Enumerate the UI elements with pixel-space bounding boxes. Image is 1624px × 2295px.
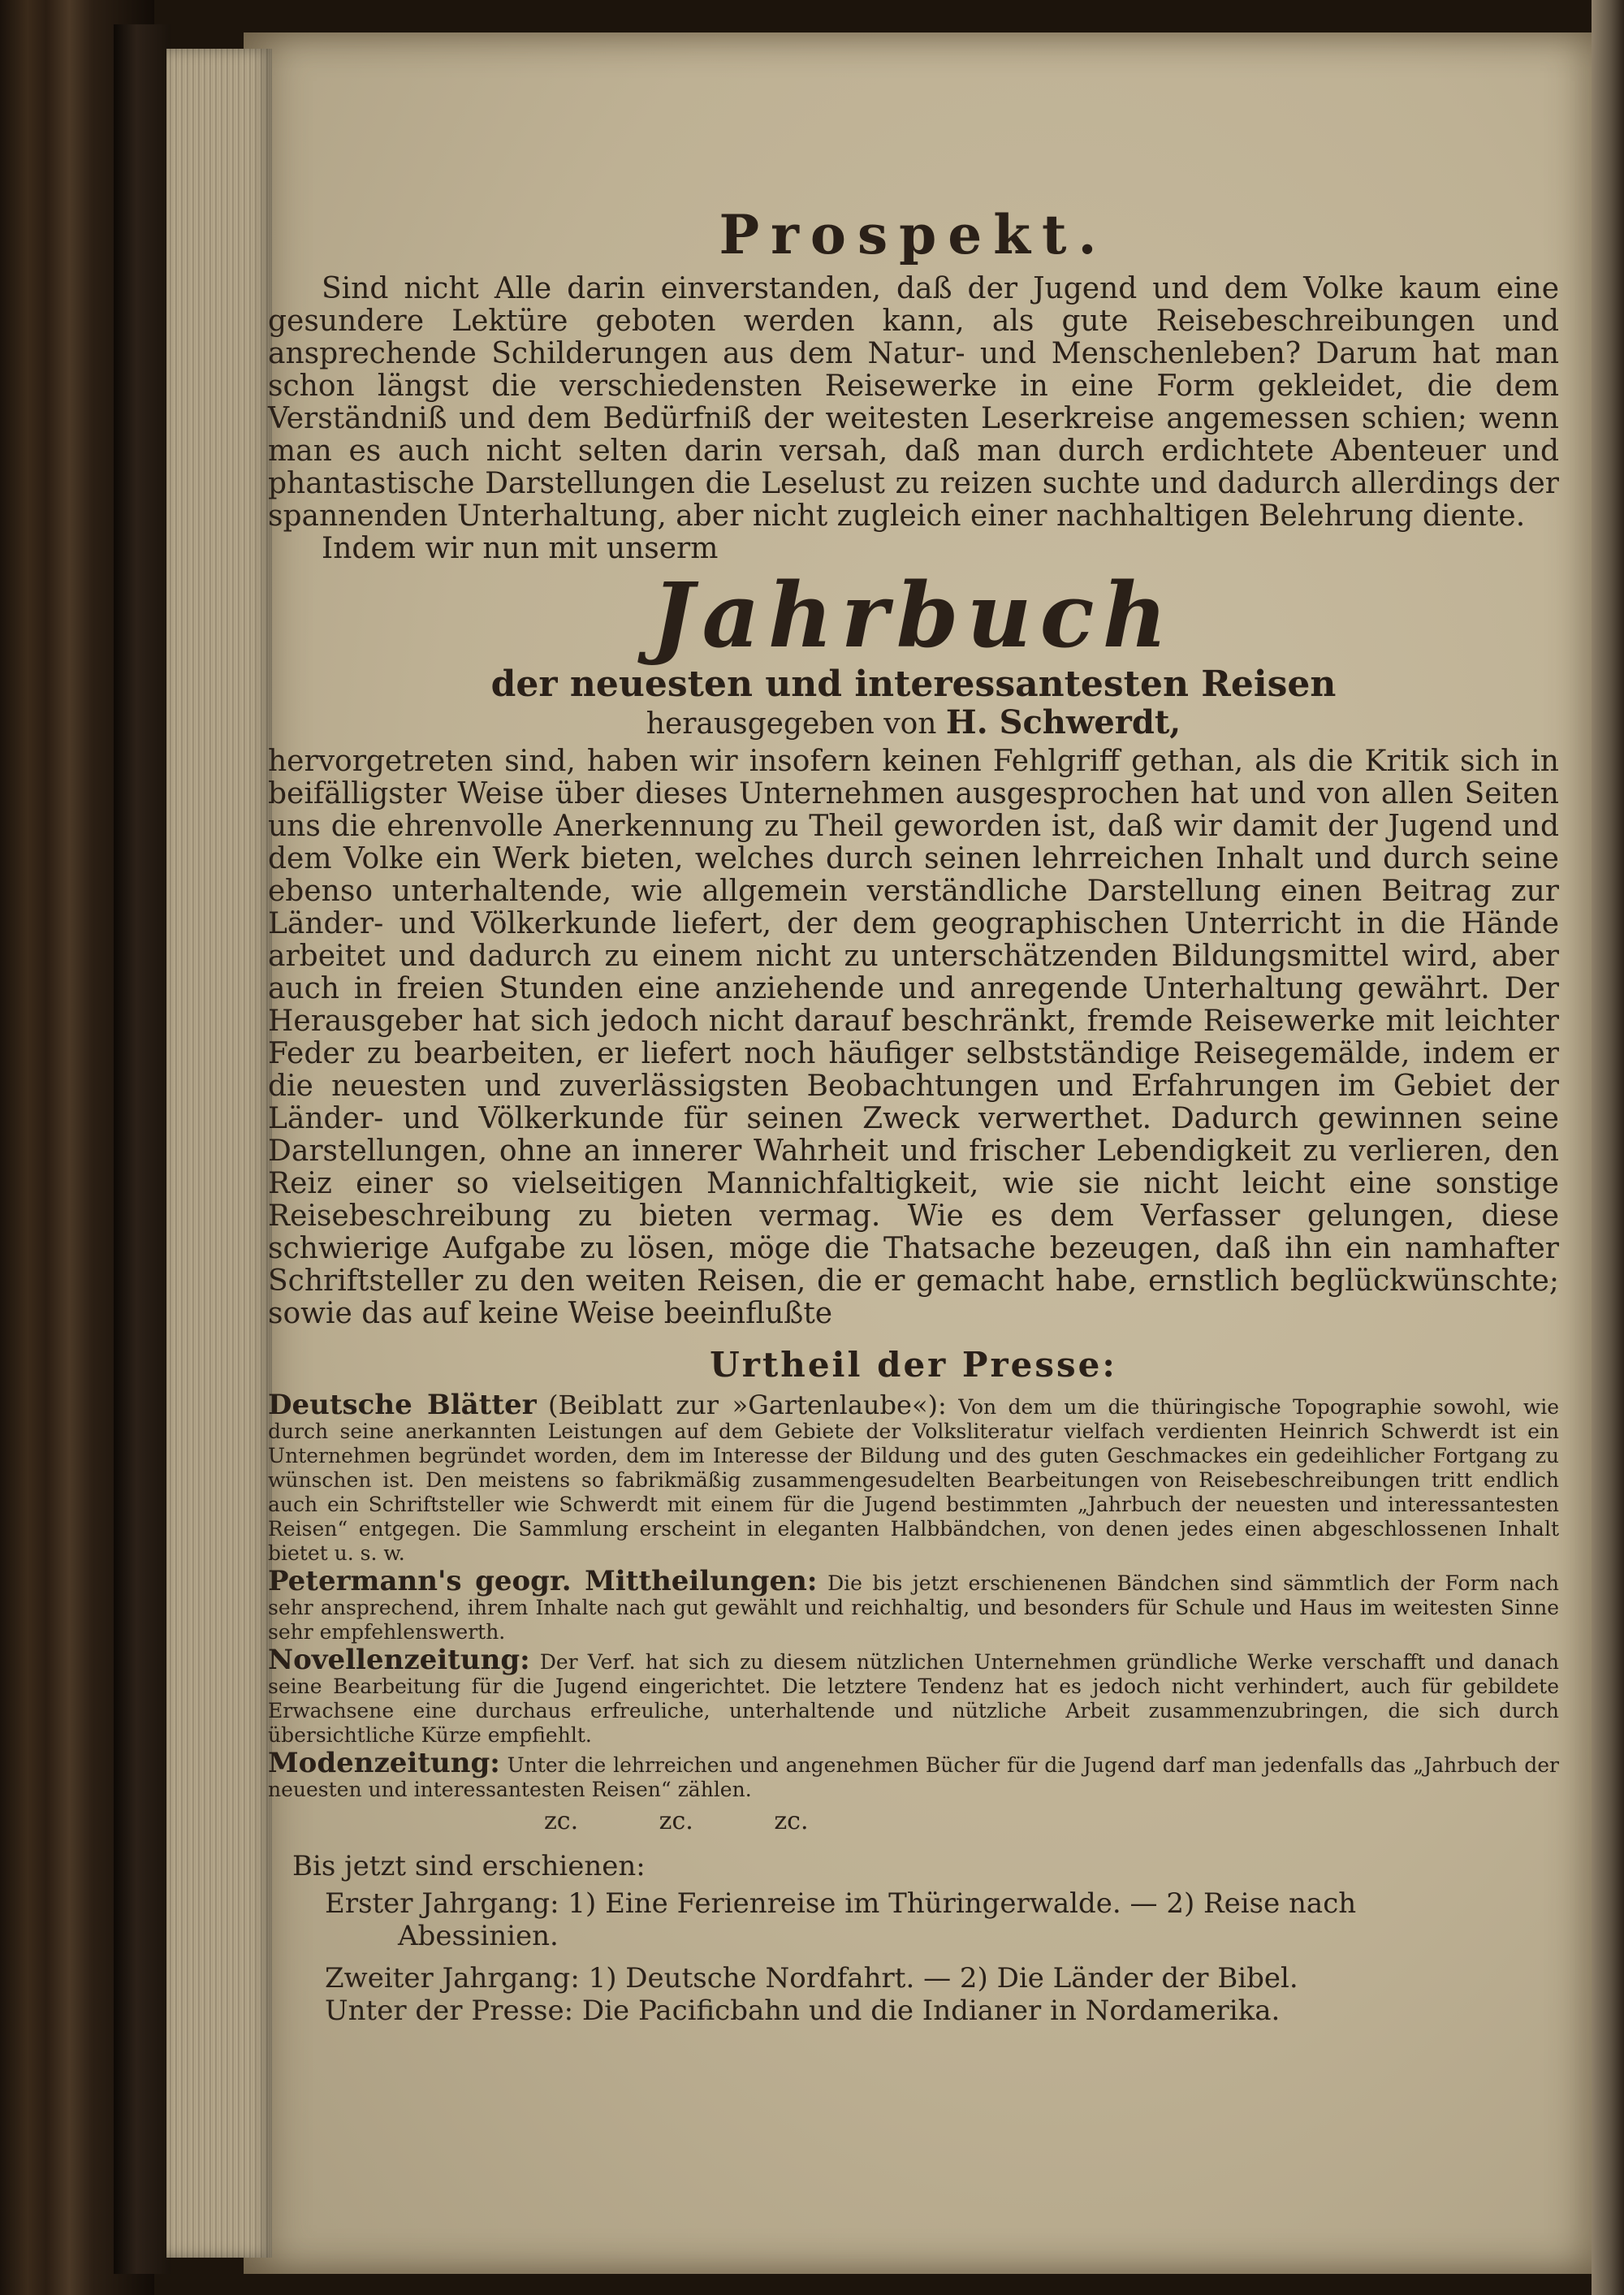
book-subtitle: der neuesten und interessantesten Reisen (490, 663, 1337, 705)
etc-marks: zc. zc. zc. (544, 1807, 809, 1835)
book-spine-edge (114, 24, 171, 2274)
intro-lead-in: Indem wir nun mit unserm (322, 532, 719, 565)
published-text: 1) Eine Ferienreise im Thüringerwalde. — 2) Reise nach (568, 1887, 1357, 1920)
review-text: Von dem um die thüringische Topographie sowohl, wie durch seine anerkannten Leistungen auf dem Gebiete der Volksliteratur vielfach verdienten Heinrich Schwerdt ist ein Unternehmen begründet worden, dem im Interesse der Bildung und des guten Geschmackes ein gedeihlicher Fortgang zu wünschen ist. Den meistens so fabrikmäßig zusammengesudelten Bearbeitungen von Reisebeschreibungen tritt endlich auch ein Schriftsteller wie Schwerdt mit einem für die Jugend bestimmten „Jahrbuch der neuesten und interessantesten Reisen“ entgegen. Die Sammlung erscheint in eleganten Halbbändchen, von denen jedes einen abgeschlossenen Inhalt bietet u. s. w. (268, 1395, 1560, 1565)
review-text: Die bis jetzt erschienenen Bändchen sind sämmtlich der Form nach sehr ansprechend, ihrem Inhalte nach gut gewählt und reichhaltig, und besonders für Schule und Haus im weitesten Sinne sehr empfehlenswerth. (268, 1571, 1560, 1644)
page-title: Prospekt. (719, 203, 1108, 266)
review-entry (268, 1565, 1560, 1645)
page-content (268, 203, 1559, 2027)
review-entry (268, 1389, 1560, 1566)
main-paragraph: hervorgetreten sind, haben wir insofern keinen Fehlgriff gethan, als die Kritik sich in beifälligster Weise über dieses Unternehmen ausgesprochen hat und von allen Seiten uns die ehrenvolle Anerkennung zu Theil geworden ist, daß wir damit der Jugend und dem Volke ein Werk bieten, welches durch seinen lehrreichen Inhalt und durch seine ebenso unterhaltende, wie allgemein verständliche Darstellung einen Beitrag zur Länder- und Völkerkunde liefert, der dem geographischen Unterricht in die Hände arbeitet und dadurch zu einem nicht zu unterschätzenden Bildungsmittel wird, aber auch in freien Stunden eine anziehende und anregende Unterhaltung gewährt. Der Herausgeber hat sich jedoch nicht darauf beschränkt, fremde Reisewerke mit leichter Feder zu bearbeiten, er liefert noch häufiger selbstständige Reisegemälde, indem er die neuesten und zuverlässigsten Beobachtungen und Erfahrungen im Gebiet der Länder- und Völkerkunde für seinen Zweck verwerthet. Dadurch gewinnen seine Darstellungen, ohne an innerer Wahrheit und frischer Lebendigkeit zu verlieren, den Reiz einer so vielseitigen Mannichfaltigkeit, wie sie nicht leicht eine sonstige Reisebeschreibung zu bieten vermag. Wie es dem Verfasser gelungen, diese schwierige Aufgabe zu lösen, möge die Thatsache bezeugen, daß ihn ein namhafter Schriftsteller zu den weiten Reisen, die er gemacht habe, ernstlich beglückwünschte; sowie das auf keine Weise beeinflußte (268, 745, 1559, 1330)
review-entry (268, 1644, 1559, 1748)
published-text: Die Pacificbahn und die Indianer in Nordamerika. (581, 1995, 1281, 2027)
review-text: Unter die lehrreichen und angenehmen Bücher für die Jugend darf man jedenfalls das „Jahrbuch der neuesten und interessantesten Reisen“ zählen. (268, 1753, 1559, 1801)
book-title: Jahrbuch (651, 563, 1176, 668)
review-entry (268, 1747, 1559, 1802)
published-label: Erster Jahrgang: (325, 1887, 559, 1920)
published-text: 1) Deutsche Nordfahrt. — 2) Die Länder der Bibel. (588, 1962, 1298, 1995)
review-text: Der Verf. hat sich zu diesem nützlichen Unternehmen gründliche Werke verschafft und danach seine Bearbeitung für die Jugend eingerichtet. Die letztere Tendenz hat es jedoch nicht verhindert, auch für gebildete Erwachsene eine durchaus erfreuliche, unterhaltende und nützliche Arbeit zusammenzubringen, die sich durch übersichtliche Kürze empfiehlt. (268, 1650, 1559, 1747)
review-source: Petermann's geogr. Mittheilungen: (268, 1565, 818, 1597)
published-item (325, 1962, 1559, 1995)
editor-prefix: herausgegeben von (646, 707, 937, 741)
press-heading: Urtheil der Presse: (710, 1345, 1117, 1385)
published-continuation: Abessinien. (398, 1920, 559, 1952)
page-stack-edge (166, 49, 272, 2258)
published-item (325, 1995, 1559, 2027)
intro-paragraph: Sind nicht Alle darin einverstanden, daß der Jugend und dem Volke kaum eine gesundere Lektüre geboten werden kann, als gute Reisebeschreibungen und ansprechende Schilderungen aus dem Natur- und Menschenleben? Darum hat man schon längst die verschiedensten Reisewerke in eine Form gekleidet, die dem Verständniß und dem Bedürfniß der weitesten Leserkreise angemessen schien; wenn man es auch nicht selten darin versah, daß man durch erdichtete Abenteuer und phantastische Darstellungen die Leselust zu reizen suchte und dadurch allerdings der spannenden Unterhaltung, aber nicht zugleich einer nachhaltigen Belehrung diente. (268, 272, 1559, 533)
editor-name: H. Schwerdt, (945, 703, 1181, 741)
published-label: Zweiter Jahrgang: (325, 1962, 580, 1995)
published-item (325, 1887, 1559, 1920)
page-right-edge (1592, 0, 1624, 2295)
review-source: Deutsche Blätter (268, 1389, 537, 1421)
review-source: Novellenzeitung: (268, 1644, 530, 1676)
published-heading: Bis jetzt sind erschienen: (292, 1850, 646, 1882)
published-label: Unter der Presse: (325, 1995, 574, 2027)
review-source-note: (Beiblatt zur »Gartenlaube«): (548, 1390, 947, 1420)
editor-line (268, 705, 1559, 742)
review-source: Modenzeitung: (268, 1747, 500, 1779)
